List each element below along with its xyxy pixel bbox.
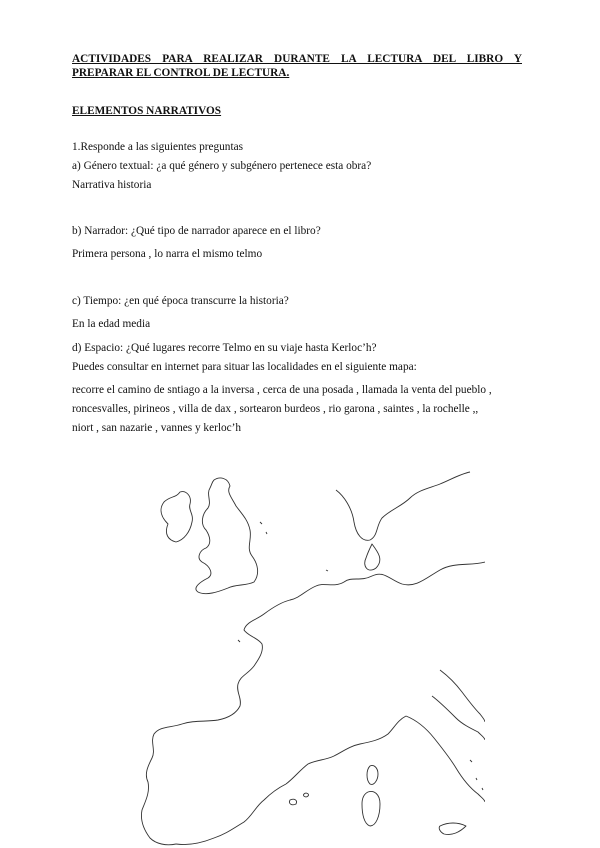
map-scandinavia-outline: [336, 472, 470, 570]
map-adriatic-coast: [440, 670, 485, 722]
question-d-instruction: Puedes consultar en internet para situar las localidades en el siguiente mapa:: [72, 361, 417, 373]
europe-outline-map: [140, 470, 485, 848]
question-d: d) Espacio: ¿Qué lugares recorre Telmo en su viaje hasta Kerloc’h?: [72, 342, 377, 354]
map-britain-outline: [196, 478, 258, 594]
title-line-2: PREPARAR EL CONTROL DE LECTURA.: [72, 67, 290, 79]
title-line-1: ACTIVIDADES PARA REALIZAR DURANTE LA LECTURA DEL LIBRO Y: [72, 53, 522, 65]
map-corsica-outline: [367, 765, 378, 784]
map-mainland-coast: [141, 562, 485, 845]
answer-d-line-3: niort , san nazarie , vannes y kerloc’h: [72, 422, 242, 434]
answer-c: En la edad media: [72, 318, 151, 330]
answer-b: Primera persona , lo narra el mismo telmo: [72, 248, 263, 260]
map-sardinia-outline: [362, 792, 380, 827]
map-sicily-outline: [439, 823, 466, 835]
answer-d-line-2: roncesvalles, pirineos , villa de dax , sortearon burdeos , rio garona , saintes , la rochelle ,,: [72, 403, 479, 415]
question-c: c) Tiempo: ¿en qué época transcurre la historia?: [72, 295, 289, 307]
map-iberia-south: [176, 784, 286, 845]
map-med-coast: [286, 716, 406, 784]
question-a: a) Género textual: ¿a qué género y subgénero pertenece esta obra?: [72, 160, 372, 172]
map-ireland-outline: [161, 492, 192, 542]
map-small-islands: [238, 522, 483, 790]
section-heading: ELEMENTOS NARRATIVOS: [72, 105, 222, 117]
map-italy-outline: [406, 696, 485, 802]
question-b: b) Narrador: ¿Qué tipo de narrador aparece en el libro?: [72, 225, 321, 237]
answer-d-line-1: recorre el camino de sntiago a la inversa , cerca de una posada , llamada la venta del pueblo ,: [72, 384, 492, 396]
map-balearic-outline: [289, 793, 308, 805]
answer-a: Narrativa historia: [72, 179, 152, 191]
questions-intro: 1.Responde a las siguientes preguntas: [72, 141, 243, 153]
